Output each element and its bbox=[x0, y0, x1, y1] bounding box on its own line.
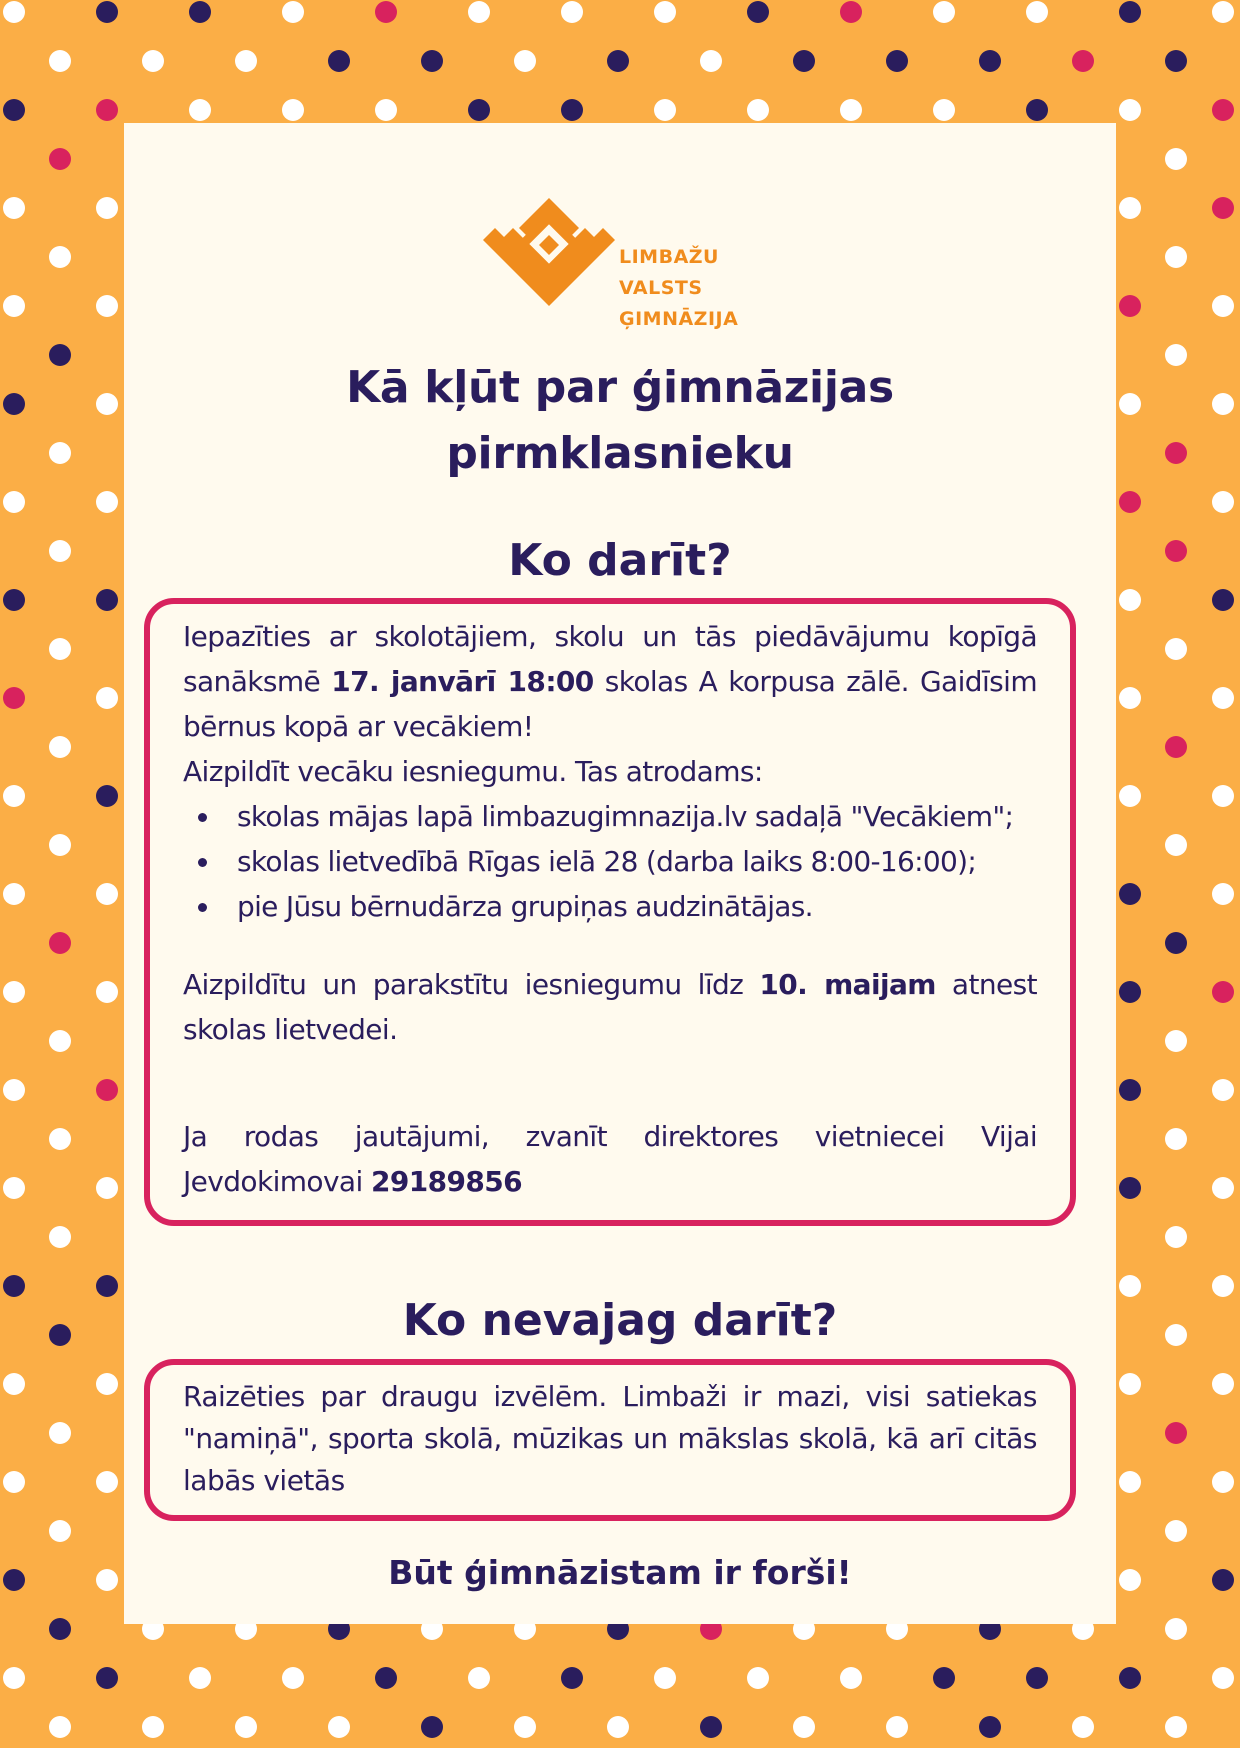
polka-dot bbox=[933, 99, 955, 121]
polka-dot bbox=[96, 1471, 118, 1493]
logo-line-3: ĢIMNĀZIJA bbox=[619, 308, 739, 330]
polka-dot bbox=[421, 1716, 443, 1738]
logo-line-1: LIMBAŽU bbox=[619, 246, 719, 268]
polka-dot bbox=[189, 1, 211, 23]
polka-dot bbox=[96, 785, 118, 807]
polka-dot bbox=[514, 1716, 536, 1738]
polka-dot bbox=[3, 1569, 25, 1591]
polka-dot bbox=[1212, 589, 1234, 611]
polka-dot bbox=[328, 1716, 350, 1738]
polka-dot bbox=[49, 148, 71, 170]
polka-dot bbox=[654, 1, 676, 23]
polka-dot bbox=[49, 540, 71, 562]
polka-dot bbox=[3, 785, 25, 807]
polka-dot bbox=[1212, 197, 1234, 219]
page-title bbox=[124, 355, 1116, 487]
polka-dot bbox=[96, 1079, 118, 1101]
polka-dot bbox=[3, 1, 25, 23]
polka-dot bbox=[375, 1667, 397, 1689]
polka-dot bbox=[3, 1373, 25, 1395]
footer-slogan: Būt ģimnāzistam ir forši! bbox=[388, 1553, 852, 1592]
polka-dot bbox=[1165, 50, 1187, 72]
polka-dot bbox=[49, 246, 71, 268]
polka-dot bbox=[3, 491, 25, 513]
polka-dot bbox=[1165, 1520, 1187, 1542]
polka-dot bbox=[96, 1569, 118, 1591]
polka-dot bbox=[1212, 687, 1234, 709]
polka-dot bbox=[1165, 932, 1187, 954]
polka-dot bbox=[1212, 491, 1234, 513]
todo-box bbox=[144, 598, 1076, 1226]
polka-dot bbox=[607, 50, 629, 72]
polka-dot bbox=[1212, 99, 1234, 121]
polka-dot bbox=[3, 883, 25, 905]
polka-dot bbox=[49, 932, 71, 954]
polka-dot bbox=[1119, 197, 1141, 219]
polka-dot bbox=[96, 883, 118, 905]
title-line-2: pirmklasnieku bbox=[446, 428, 794, 479]
polka-dot bbox=[1212, 1177, 1234, 1199]
polka-dot bbox=[3, 589, 25, 611]
polka-dot bbox=[468, 99, 490, 121]
polka-dot bbox=[1119, 99, 1141, 121]
list-item: skolas lietvedībā Rīgas ielā 28 (darba laiks 8:00-16:00); bbox=[183, 839, 1013, 884]
polka-dot bbox=[1212, 1569, 1234, 1591]
polka-dot bbox=[1119, 785, 1141, 807]
polka-dot bbox=[96, 589, 118, 611]
polka-dot bbox=[1026, 1667, 1048, 1689]
polka-dot bbox=[1165, 1422, 1187, 1444]
polka-dot bbox=[96, 1667, 118, 1689]
polka-dot bbox=[235, 1716, 257, 1738]
polka-dot bbox=[96, 687, 118, 709]
polka-dot bbox=[793, 1716, 815, 1738]
polka-dot bbox=[1026, 99, 1048, 121]
polka-dot bbox=[933, 1667, 955, 1689]
polka-dot bbox=[3, 1275, 25, 1297]
polka-dot bbox=[49, 1618, 71, 1640]
polka-dot bbox=[3, 687, 25, 709]
polka-dot bbox=[421, 50, 443, 72]
contact-phone: 29189856 bbox=[370, 1165, 523, 1198]
polka-dot bbox=[49, 1422, 71, 1444]
polka-dot bbox=[1119, 295, 1141, 317]
polka-dot bbox=[561, 1667, 583, 1689]
polka-dot bbox=[1165, 834, 1187, 856]
polka-dot bbox=[282, 1, 304, 23]
polka-dot bbox=[468, 1, 490, 23]
polka-dot bbox=[514, 50, 536, 72]
polka-dot bbox=[1119, 1177, 1141, 1199]
polka-dot bbox=[49, 1716, 71, 1738]
contact-text: Ja rodas jautājumi, zvanīt direktores vietniecei Vijai Jevdokimovai bbox=[183, 1120, 1037, 1198]
polka-dot bbox=[3, 99, 25, 121]
polka-dot bbox=[96, 197, 118, 219]
polka-dot bbox=[747, 1, 769, 23]
polka-dot bbox=[3, 1471, 25, 1493]
polka-dot bbox=[1165, 442, 1187, 464]
polka-dot bbox=[96, 1177, 118, 1199]
polka-dot bbox=[3, 1079, 25, 1101]
form-locations-list bbox=[183, 794, 1013, 929]
polka-dot bbox=[96, 491, 118, 513]
dont-box bbox=[144, 1359, 1076, 1521]
polka-dot bbox=[1072, 50, 1094, 72]
dont-heading: Ko nevajag darīt? bbox=[402, 1295, 838, 1346]
polka-dot bbox=[49, 442, 71, 464]
polka-dot bbox=[1212, 981, 1234, 1003]
polka-dot bbox=[979, 50, 1001, 72]
list-item: skolas mājas lapā limbazugimnazija.lv sadaļā "Vecākiem"; bbox=[183, 794, 1013, 839]
meeting-text: Iepazīties ar skolotājiem, skolu un tās piedāvājumu kopīgā sanāksmē bbox=[183, 620, 1037, 698]
polka-dot bbox=[1165, 1618, 1187, 1640]
polka-dot bbox=[49, 638, 71, 660]
polka-dot bbox=[3, 295, 25, 317]
polka-dot bbox=[49, 1128, 71, 1150]
polka-dot bbox=[1119, 1275, 1141, 1297]
polka-dot bbox=[1212, 1275, 1234, 1297]
polka-dot bbox=[3, 1667, 25, 1689]
todo-heading: Ko darīt? bbox=[508, 535, 732, 586]
polka-dot bbox=[1165, 344, 1187, 366]
polka-dot bbox=[96, 1, 118, 23]
polka-dot bbox=[96, 981, 118, 1003]
polka-dot bbox=[49, 736, 71, 758]
dont-text: Raizēties par draugu izvēlēm. Limbaži ir mazi, visi satiekas "namiņā", sporta skolā, mūzikas un mākslas skolā, kā arī citās labās vietās bbox=[183, 1380, 1037, 1497]
meeting-paragraph bbox=[183, 614, 1037, 749]
title-line-1: Kā kļūt par ģimnāzijas bbox=[346, 362, 894, 413]
polka-dot bbox=[1165, 1324, 1187, 1346]
deadline-paragraph bbox=[183, 962, 1037, 1052]
polka-dot bbox=[235, 50, 257, 72]
deadline-text: Aizpildītu un parakstītu iesniegumu līdz bbox=[183, 968, 760, 1001]
polka-dot bbox=[1165, 1030, 1187, 1052]
meeting-text-end: skolas A korpusa zālē. Gaidīsim bērnus kopā ar vecākiem! bbox=[183, 665, 1037, 743]
polka-dot bbox=[3, 1177, 25, 1199]
polka-dot bbox=[142, 50, 164, 72]
polka-dot bbox=[1212, 393, 1234, 415]
polka-dot bbox=[142, 1716, 164, 1738]
polka-dot bbox=[1212, 883, 1234, 905]
polka-dot bbox=[3, 197, 25, 219]
polka-dot bbox=[840, 1, 862, 23]
polka-dot bbox=[1165, 1226, 1187, 1248]
polka-dot bbox=[654, 99, 676, 121]
polka-dot bbox=[1119, 1, 1141, 23]
polka-dot bbox=[1119, 393, 1141, 415]
polka-dot bbox=[793, 50, 815, 72]
polka-dot bbox=[840, 1667, 862, 1689]
school-logo bbox=[479, 168, 769, 330]
polka-dot bbox=[1165, 246, 1187, 268]
polka-dot bbox=[375, 99, 397, 121]
polka-dot bbox=[1119, 1471, 1141, 1493]
polka-dot bbox=[1026, 1, 1048, 23]
polka-dot bbox=[1119, 1373, 1141, 1395]
polka-dot bbox=[700, 1716, 722, 1738]
polka-dot bbox=[1212, 785, 1234, 807]
form-intro: Aizpildīt vecāku iesniegumu. Tas atrodams: bbox=[183, 755, 763, 788]
polka-dot bbox=[49, 50, 71, 72]
polka-dot bbox=[328, 50, 350, 72]
polka-dot bbox=[1212, 1079, 1234, 1101]
polka-dot bbox=[3, 981, 25, 1003]
polka-dot bbox=[1119, 1569, 1141, 1591]
polka-dot bbox=[1119, 883, 1141, 905]
logo-wordmark bbox=[619, 242, 738, 335]
polka-dot bbox=[1212, 1471, 1234, 1493]
list-item: pie Jūsu bērnudārza grupiņas audzinātājas. bbox=[183, 884, 1013, 929]
logo-line-2: VALSTS bbox=[619, 277, 703, 299]
polka-dot bbox=[96, 295, 118, 317]
polka-dot bbox=[49, 1030, 71, 1052]
polka-dot bbox=[747, 1667, 769, 1689]
polka-dot bbox=[747, 99, 769, 121]
polka-dot bbox=[189, 1667, 211, 1689]
logo-diamond-icon bbox=[479, 168, 619, 318]
polka-dot bbox=[1165, 148, 1187, 170]
polka-dot bbox=[49, 1324, 71, 1346]
polka-dot bbox=[375, 1, 397, 23]
polka-dot bbox=[1212, 1667, 1234, 1689]
polka-dot bbox=[282, 99, 304, 121]
polka-dot bbox=[468, 1667, 490, 1689]
polka-dot bbox=[886, 50, 908, 72]
polka-dot bbox=[3, 393, 25, 415]
polka-dot bbox=[96, 1373, 118, 1395]
polka-dot bbox=[1212, 1373, 1234, 1395]
polka-dot bbox=[1119, 589, 1141, 611]
polka-dot bbox=[700, 50, 722, 72]
polka-dot bbox=[282, 1667, 304, 1689]
polka-dot bbox=[1212, 295, 1234, 317]
polka-dot bbox=[96, 1275, 118, 1297]
polka-dot bbox=[96, 99, 118, 121]
polka-dot bbox=[1119, 491, 1141, 513]
polka-dot bbox=[49, 1520, 71, 1542]
polka-dot bbox=[49, 834, 71, 856]
polka-dot bbox=[1165, 638, 1187, 660]
polka-dot bbox=[1119, 1079, 1141, 1101]
contact-paragraph bbox=[183, 1114, 1037, 1204]
polka-dot bbox=[1119, 1667, 1141, 1689]
polka-dot bbox=[1165, 736, 1187, 758]
deadline-text-end: atnest skolas lietvedei. bbox=[183, 968, 1038, 1046]
polka-dot bbox=[561, 1, 583, 23]
polka-dot bbox=[561, 99, 583, 121]
polka-dot bbox=[886, 1716, 908, 1738]
polka-dot bbox=[979, 1716, 1001, 1738]
content-panel bbox=[124, 123, 1116, 1624]
polka-dot bbox=[49, 1226, 71, 1248]
polka-dot bbox=[1165, 1128, 1187, 1150]
deadline-date: 10. maijam bbox=[759, 968, 936, 1001]
polka-dot bbox=[840, 99, 862, 121]
polka-dot bbox=[96, 393, 118, 415]
polka-dot bbox=[1212, 1, 1234, 23]
polka-dot bbox=[1072, 1716, 1094, 1738]
polka-dot bbox=[189, 99, 211, 121]
polka-dot bbox=[1165, 1716, 1187, 1738]
polka-dot bbox=[1119, 687, 1141, 709]
polka-dot bbox=[933, 1, 955, 23]
polka-dot bbox=[1119, 981, 1141, 1003]
polka-dot bbox=[654, 1667, 676, 1689]
polka-dot bbox=[49, 344, 71, 366]
polka-dot bbox=[607, 1716, 629, 1738]
polka-dot bbox=[1165, 540, 1187, 562]
meeting-date: 17. janvārī 18:00 bbox=[331, 665, 594, 698]
